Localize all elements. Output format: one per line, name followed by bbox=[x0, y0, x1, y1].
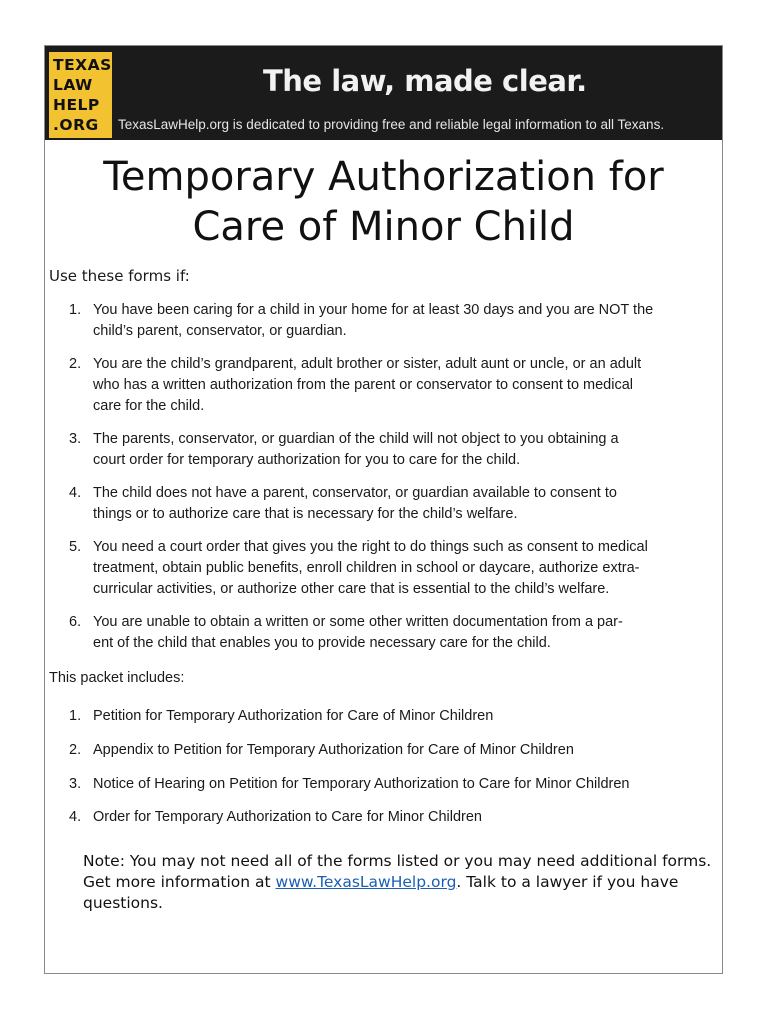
logo-line: .ORG bbox=[53, 116, 99, 134]
text-line: You are the child’s grandparent, adult brother or sister, adult aunt or uncle, or an adult bbox=[93, 356, 642, 372]
text-line: ent of the child that enables you to provide necessary care for the child. bbox=[93, 635, 551, 651]
list-number: 3. bbox=[69, 776, 82, 792]
packet-heading: This packet includes: bbox=[49, 670, 185, 686]
document-title bbox=[45, 152, 722, 252]
logo-line: HELP bbox=[53, 96, 100, 114]
list-number: 1. bbox=[69, 708, 82, 724]
list-text: Order for Temporary Authorization to Care for Minor Children bbox=[93, 809, 482, 825]
document-page bbox=[44, 45, 723, 974]
list-text: Notice of Hearing on Petition for Temporary Authorization to Care for Minor Children bbox=[93, 776, 630, 792]
text-line: You are unable to obtain a written or some other written documentation from a par- bbox=[93, 614, 623, 630]
list-text bbox=[93, 612, 716, 654]
list-number: 1. bbox=[69, 302, 82, 318]
text-line: care for the child. bbox=[93, 398, 205, 414]
banner-tagline: The law, made clear. bbox=[263, 64, 587, 98]
note-text: . Talk to a lawyer if you have questions. bbox=[83, 873, 679, 912]
text-line: things or to authorize care that is necessary for the child’s welfare. bbox=[93, 506, 518, 522]
note-paragraph bbox=[83, 851, 723, 914]
list-text: Petition for Temporary Authorization for Care of Minor Children bbox=[93, 708, 494, 724]
text-line: You have been caring for a child in your home for at least 30 days and you are NOT the bbox=[93, 302, 654, 318]
text-line: The child does not have a parent, conservator, or guardian available to consent to bbox=[93, 485, 617, 501]
list-number: 2. bbox=[69, 356, 82, 372]
list-number: 4. bbox=[69, 485, 82, 501]
text-line: treatment, obtain public benefits, enroll children in school or daycare, authorize extra- bbox=[93, 560, 640, 576]
header-banner bbox=[45, 46, 722, 140]
logo-line: TEXAS bbox=[53, 56, 112, 74]
list-number: 2. bbox=[69, 742, 82, 758]
title-line: Care of Minor Child bbox=[192, 204, 575, 250]
texaslawhelp-link[interactable]: www.TexasLawHelp.org bbox=[275, 873, 457, 891]
list-text: Appendix to Petition for Temporary Authorization for Care of Minor Children bbox=[93, 742, 574, 758]
list-text bbox=[93, 300, 716, 342]
list-number: 6. bbox=[69, 614, 82, 630]
text-line: who has a written authorization from the parent or conservator to consent to medical bbox=[93, 377, 634, 393]
title-line: Temporary Authorization for bbox=[103, 154, 664, 200]
use-forms-heading: Use these forms if: bbox=[49, 267, 190, 285]
logo-line: LAW bbox=[53, 76, 93, 94]
text-line: The parents, conservator, or guardian of the child will not object to you obtaining a bbox=[93, 431, 619, 447]
list-text bbox=[93, 429, 716, 471]
list-number: 3. bbox=[69, 431, 82, 447]
list-text bbox=[93, 483, 716, 525]
banner-subline: TexasLawHelp.org is dedicated to providing free and reliable legal information to all Texans. bbox=[118, 117, 665, 132]
texaslawhelp-logo bbox=[49, 52, 112, 138]
text-line: You need a court order that gives you the right to do things such as consent to medical bbox=[93, 539, 648, 555]
list-text bbox=[93, 354, 716, 417]
text-line: curricular activities, or authorize other care that is essential to the child’s welfare. bbox=[93, 581, 610, 597]
note-text: Note: You may not need all of the forms listed or you may need additional forms. Get more information at bbox=[83, 852, 712, 891]
list-number: 4. bbox=[69, 809, 82, 825]
list-text bbox=[93, 537, 716, 600]
text-line: court order for temporary authorization for you to care for the child. bbox=[93, 452, 521, 468]
list-number: 5. bbox=[69, 539, 82, 555]
text-line: child’s parent, conservator, or guardian. bbox=[93, 323, 347, 339]
